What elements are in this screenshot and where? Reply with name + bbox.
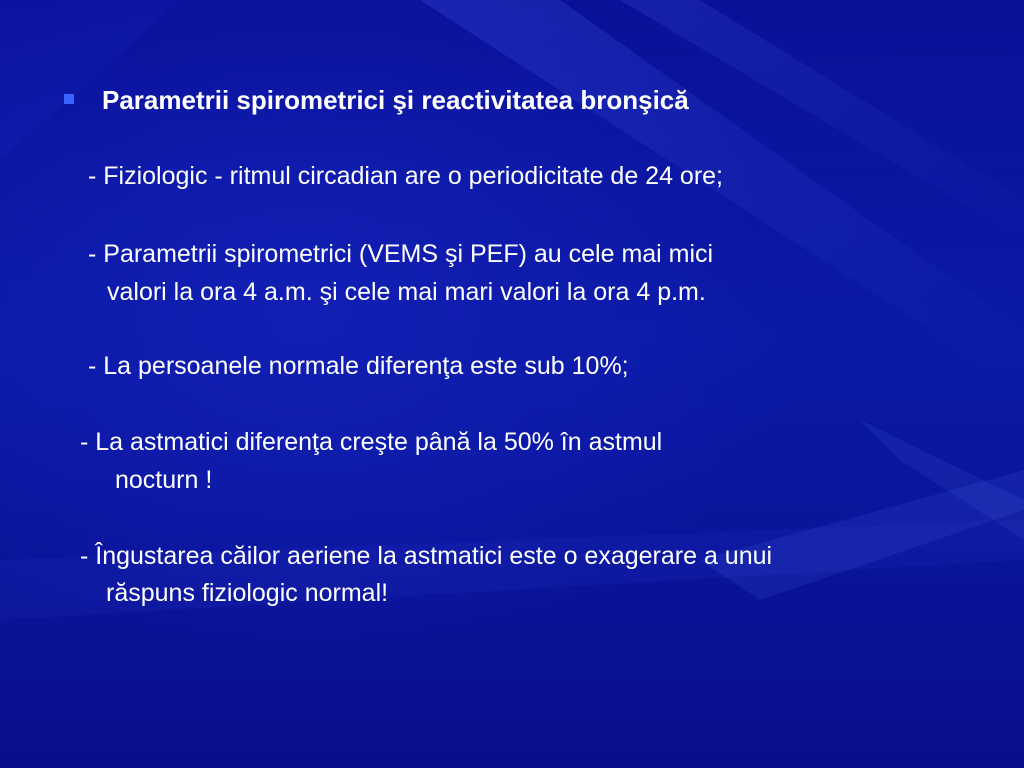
text-line-4: - La persoanele normale diferenţa este sub 10%;	[88, 352, 629, 380]
text-line-6: nocturn !	[115, 466, 213, 494]
text-line-2: - Parametrii spirometrici (VEMS şi PEF) au cele mai mici	[88, 240, 714, 268]
text-line-1: - Fiziologic - ritmul circadian are o periodicitate de 24 ore;	[88, 162, 723, 190]
text-line-5: - La astmatici diferenţa creşte până la 50% în astmul	[80, 428, 663, 456]
text-line-7: - Îngustarea căilor aeriene la astmatici este o exagerare a unui	[80, 542, 773, 570]
text-line-8: răspuns fiziologic normal!	[106, 579, 389, 607]
text-line-3: valori la ora 4 a.m. şi cele mai mari valori la ora 4 p.m.	[107, 278, 706, 306]
slide-title: Parametrii spirometrici şi reactivitatea bronşică	[102, 85, 689, 115]
bullet-square-icon	[64, 94, 74, 104]
